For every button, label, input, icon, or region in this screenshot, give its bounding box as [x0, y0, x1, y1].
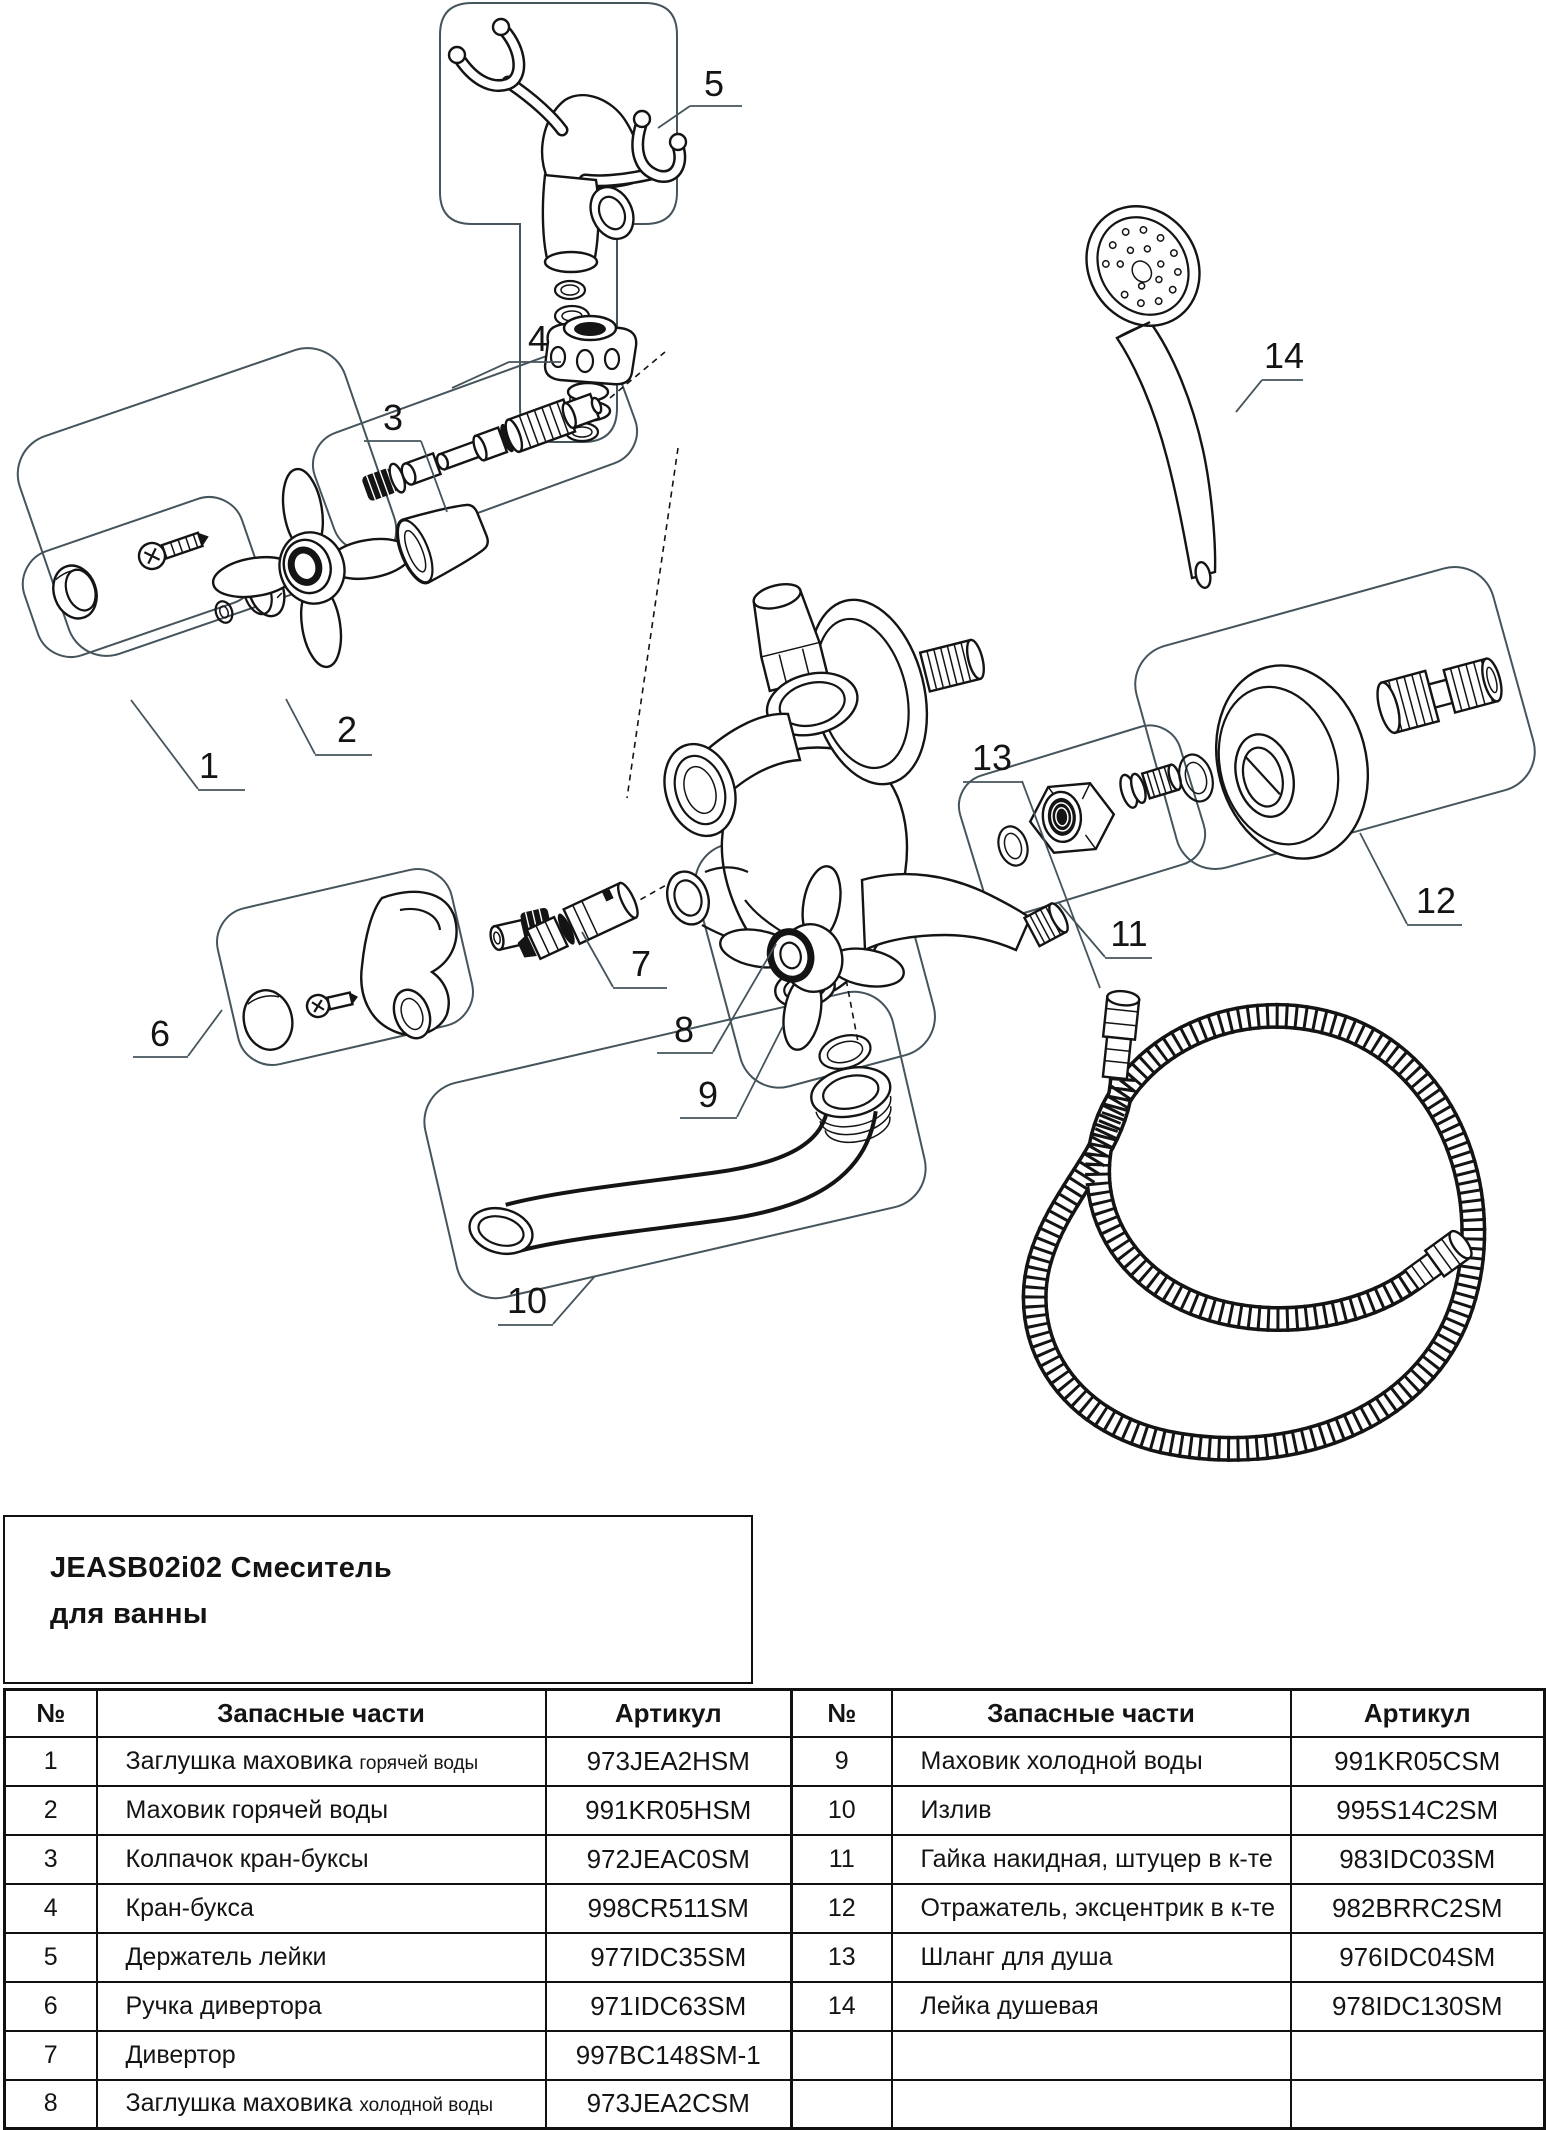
callout-14: 14: [1263, 335, 1305, 376]
callout-4: 4: [527, 318, 549, 359]
parts-table-right: [790, 1688, 1546, 2130]
table-row: 10 Излив 995S14C2SM: [792, 1786, 1545, 1835]
table-row: 11 Гайка накидная, штуцер в к-те 983IDC03SM: [792, 1835, 1545, 1884]
col-header-part: Запасные части: [892, 1690, 1291, 1737]
callout-1: 1: [198, 745, 220, 786]
table-row: 12 Отражатель, эксцентрик в к-те 982BRRC2SM: [792, 1884, 1545, 1933]
callout-6: 6: [149, 1013, 171, 1054]
col-header-part: Запасные части: [97, 1690, 546, 1737]
title-box: [3, 1515, 753, 1684]
table-row: 2 Маховик горячей воды 991KR05HSM: [5, 1786, 792, 1835]
table-row: [792, 2031, 1545, 2080]
table-row: 7 Дивертор 997BC148SM-1: [5, 2031, 792, 2080]
part-10-spout: [464, 1030, 900, 1261]
product-title-line1: JEASB02i02 Смеситель: [50, 1552, 393, 1584]
callout-13: 13: [971, 737, 1013, 778]
col-header-sku: Артикул: [1291, 1690, 1545, 1737]
table-row: 14 Лейка душевая 978IDC130SM: [792, 1982, 1545, 2031]
product-title-line2: для ванны: [50, 1598, 208, 1630]
part-1-cap-and-screw: [46, 524, 213, 624]
part-11-nut-group: [994, 760, 1185, 870]
part-3-cap: [389, 493, 494, 588]
callout-12: 12: [1415, 880, 1457, 921]
table-row: 5 Держатель лейки 977IDC35SM: [5, 1933, 792, 1982]
callout-3: 3: [382, 397, 404, 438]
parts-table-left: [3, 1688, 793, 2130]
table-row: 3 Колпачок кран-буксы 972JEAC0SM: [5, 1835, 792, 1884]
callout-10: 10: [506, 1280, 548, 1321]
part-faucet-body: [653, 573, 1071, 1012]
assembly-dashed-line: [627, 448, 678, 798]
table-row: 1 Заглушка маховика горячей воды 973JEA2HSM: [5, 1737, 792, 1786]
col-header-sku: Артикул: [546, 1690, 792, 1737]
callout-2: 2: [336, 709, 358, 750]
table-row: 6 Ручка дивертора 971IDC63SM: [5, 1982, 792, 2031]
callout-5: 5: [703, 63, 725, 104]
col-header-num: №: [792, 1690, 892, 1737]
part-6-diverter-handle: [238, 892, 552, 1055]
table-row: 8 Заглушка маховика холодной воды 973JEA2CSM: [5, 2080, 792, 2129]
part-13-hose: [1035, 990, 1476, 1449]
callout-7: 7: [630, 943, 652, 984]
col-header-num: №: [5, 1690, 97, 1737]
table-row: 9 Маховик холодной воды 991KR05CSM: [792, 1737, 1545, 1786]
part-14-shower-head: [1064, 185, 1222, 590]
table-row: [792, 2080, 1545, 2129]
table-row: 13 Шланг для душа 976IDC04SM: [792, 1933, 1545, 1982]
callout-11: 11: [1110, 913, 1148, 954]
part-12-escutcheon-group: [1195, 648, 1506, 876]
group-outline-1-2: [7, 337, 407, 666]
callout-8: 8: [673, 1009, 695, 1050]
table-row: 4 Кран-букса 998CR511SM: [5, 1884, 792, 1933]
callout-9: 9: [697, 1074, 719, 1115]
